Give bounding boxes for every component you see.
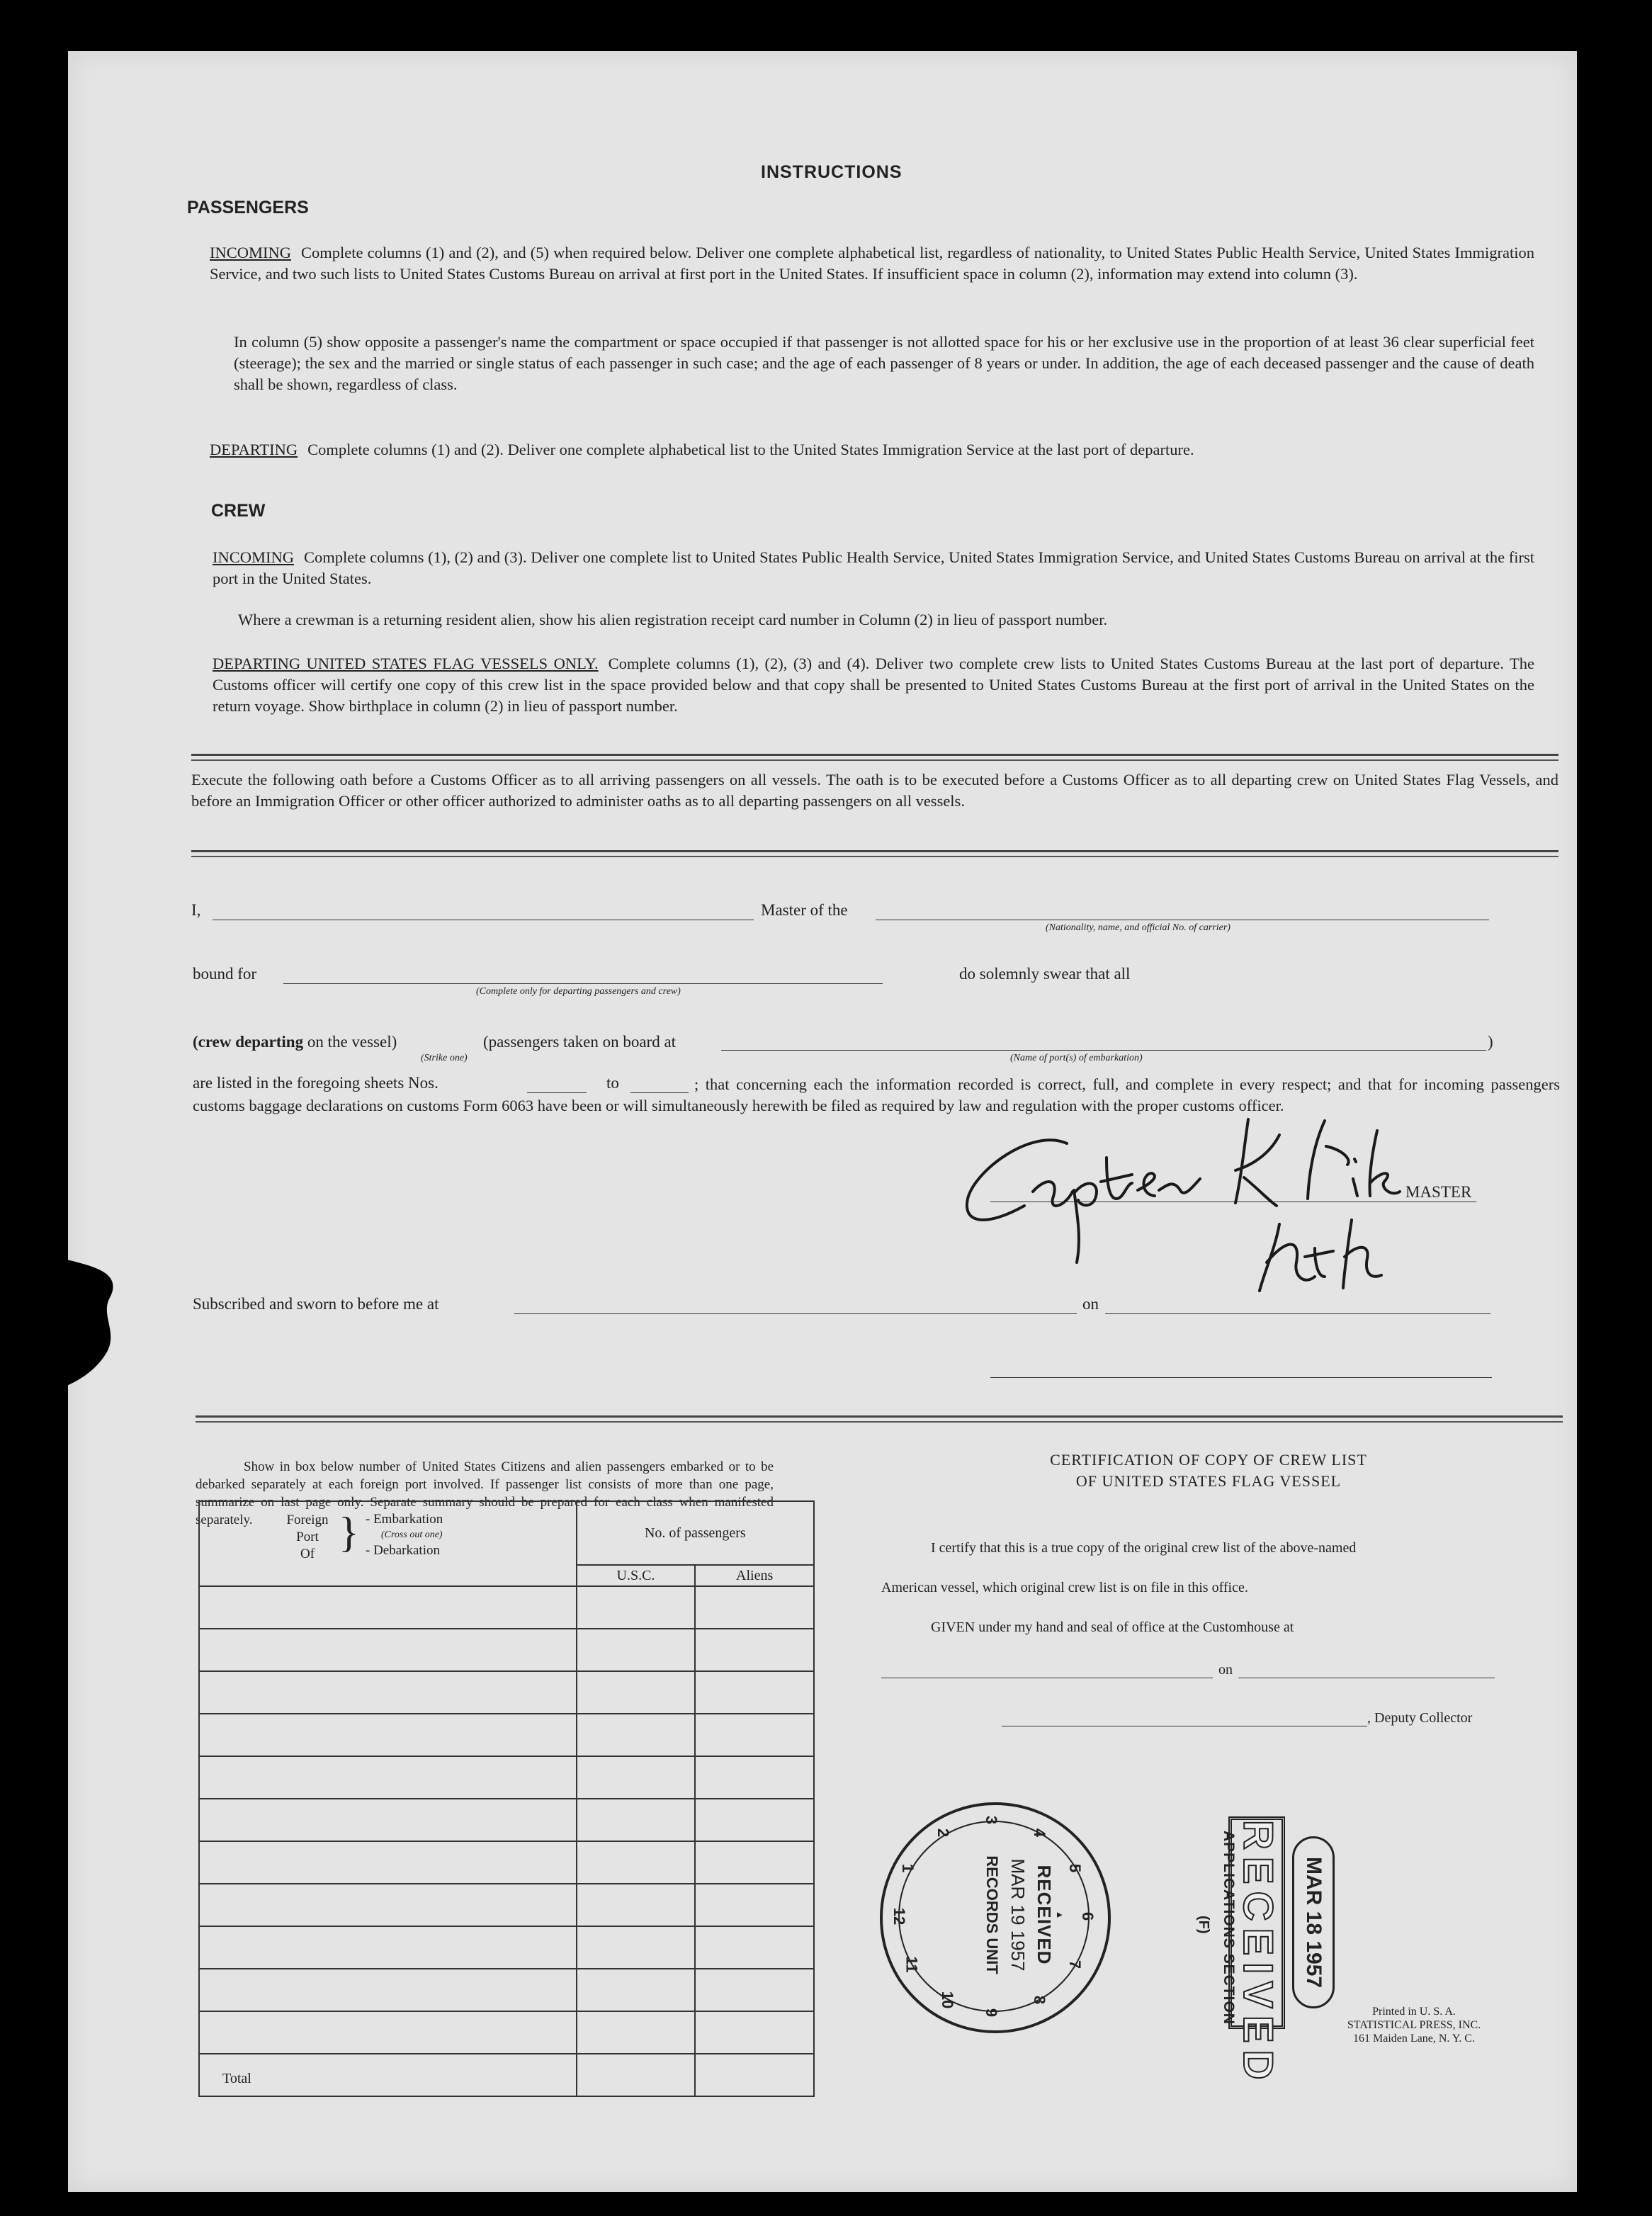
listed-sheets-label: are listed in the foregoing sheets Nos. <box>193 1074 439 1092</box>
stamp-number: 6 <box>1079 1911 1097 1921</box>
cert-on-label: on <box>1218 1662 1233 1678</box>
stamp-number: 8 <box>1031 1995 1049 2004</box>
certification-title-line2: OF UNITED STATES FLAG VESSEL <box>1075 1472 1342 1490</box>
divider-mid-1 <box>196 1415 1563 1418</box>
usc-cell[interactable] <box>577 1799 696 1841</box>
embarkation-label: - Embarkation <box>366 1512 443 1527</box>
passengers-incoming-text: Complete columns (1) and (2), and (5) when required below. Deliver one complete alphabetical list, regardless of nationality, to United States Public Health Service, United States Immigration Service, and two such lists to United States Customs Bureau on arrival at first port in the United States. If insufficient space in column (2), information may extend into column (3). <box>210 244 1534 283</box>
rect-section: APPLICATIONS SECTION <box>1221 1831 1237 2025</box>
table-row <box>199 1926 814 1969</box>
stamp-number: 1 <box>899 1863 917 1873</box>
carrier-hint: (Nationality, name, and official No. of carrier) <box>1046 922 1230 933</box>
embark-hint: (Name of port(s) of embarkation) <box>1010 1053 1143 1063</box>
applications-stamp <box>1124 1765 1364 2087</box>
port-cell[interactable] <box>199 1969 577 2011</box>
stamp-number: 5 <box>1065 1863 1084 1873</box>
brace: } <box>339 1509 359 1556</box>
oath-intro: Execute the following oath before a Customs Officer as to all arriving passengers on all vessels. The oath is to be executed before a Customs Officer as to all departing crew on United States Flag Vessels, and before an Immigration Officer or other officer authorized to administer oaths as to all departing passengers on all vessels. <box>191 771 1558 810</box>
crew-departing-paragraph <box>213 653 1534 717</box>
usc-cell[interactable] <box>577 1884 696 1926</box>
swear-label: do solemnly swear that all <box>959 965 1131 983</box>
close-paren: ) <box>1488 1033 1493 1051</box>
table-row <box>199 1586 814 1629</box>
rect-section-code: (F) <box>1196 1916 1211 1934</box>
port-cell[interactable] <box>199 1799 577 1841</box>
port-header-cell <box>199 1501 577 1586</box>
listed-to-label: to <box>606 1074 619 1092</box>
divider-oath-1 <box>191 850 1558 852</box>
page-damage <box>0 1247 120 1396</box>
divider-mid-2 <box>196 1421 1563 1423</box>
table-row <box>199 2011 814 2054</box>
passengers-column5-paragraph: In column (5) show opposite a passenger's name the compartment or space occupied if that passenger is not allotted space for his or her exclusive use in the proportion of at least 36 clear superficial feet (steerage); the sex and the married or single status of each passenger in such case; and the age of each passenger of 8 years or under. In addition, the age of each deceased passenger and the cause of death shall be shown, regardless of class. <box>234 333 1534 393</box>
rect-date: MAR 18 1957 <box>1292 1836 1335 2008</box>
instructions-title: INSTRUCTIONS <box>761 162 903 182</box>
deputy-label: , Deputy Collector <box>1367 1710 1473 1726</box>
passengers-incoming-head: INCOMING <box>210 244 291 261</box>
usc-header: U.S.C. <box>577 1565 696 1586</box>
stamp-center <box>921 1841 1070 1989</box>
passengers-departing-text: Complete columns (1) and (2). Deliver one complete alphabetical list to the United States Immigration Service at the last port of departure. <box>307 441 1194 458</box>
crew-incoming-head: INCOMING <box>213 548 294 566</box>
certification-title-line1: CERTIFICATION OF COPY OF CREW LIST <box>1050 1451 1367 1469</box>
on-vessel-text: on the vessel) <box>307 1033 397 1051</box>
table-row <box>199 1629 814 1671</box>
table-row <box>199 1841 814 1884</box>
port-cell[interactable] <box>199 1714 577 1756</box>
port-cell[interactable] <box>199 1926 577 1969</box>
stamp-number: 3 <box>983 1815 1001 1825</box>
table-row <box>199 1969 814 2011</box>
stamp-number: 7 <box>1065 1960 1084 1969</box>
round-date: MAR 19 1957 <box>1007 1858 1029 1972</box>
stamp-number: 9 <box>983 2008 1001 2018</box>
table-row <box>199 1756 814 1799</box>
total-row <box>199 2054 814 2096</box>
passengers-taken-label: (passengers taken on board at <box>483 1033 677 1051</box>
aliens-header: Aliens <box>695 1565 814 1586</box>
debarkation-label: - Debarkation <box>366 1543 440 1558</box>
aliens-cell[interactable] <box>695 1884 814 1926</box>
aliens-cell[interactable] <box>695 1926 814 1969</box>
crew-incoming-paragraph <box>213 547 1534 589</box>
usc-cell[interactable] <box>577 1756 696 1799</box>
form-page <box>68 51 1577 2192</box>
passengers-departing-paragraph <box>210 439 1534 460</box>
aliens-cell[interactable] <box>695 1714 814 1756</box>
port-cell[interactable] <box>199 1884 577 1926</box>
port-cell[interactable] <box>199 1586 577 1629</box>
passenger-summary-table <box>198 1500 815 2097</box>
passengers-heading: PASSENGERS <box>187 198 309 217</box>
bound-for-label: bound for <box>193 965 257 983</box>
crew-departing-head: DEPARTING UNITED STATES FLAG VESSELS ONLY. <box>213 655 599 672</box>
stamp-number: 12 <box>890 1907 909 1926</box>
table-row <box>199 1884 814 1926</box>
subscribed-on-label: on <box>1082 1295 1099 1313</box>
rect-received: RECEIVED <box>1228 1816 1285 2029</box>
printer-line1: Printed in U. S. A. <box>1372 2006 1456 2018</box>
master-signature <box>946 1099 1471 1326</box>
subscribed-place-field[interactable] <box>514 1313 1077 1314</box>
bound-for-field[interactable] <box>283 983 883 984</box>
given-line: GIVEN under my hand and seal of office at the Customhouse at <box>931 1619 1294 1635</box>
printer-block <box>1294 2005 1534 2045</box>
divider-top-2 <box>191 759 1558 761</box>
stamp-number: 4 <box>1031 1828 1049 1838</box>
total-label: Total <box>199 2054 577 2096</box>
no-passengers-header: No. of passengers <box>577 1501 814 1565</box>
subscribed-label: Subscribed and sworn to before me at <box>193 1295 439 1313</box>
crew-incoming-text: Complete columns (1), (2) and (3). Deliver one complete list to United States Public Health Service, United States Immigration Service, and United States Customs Bureau on arrival at the first port in the United States. <box>213 548 1534 587</box>
crew-departing-bold: (crew departing <box>193 1033 304 1051</box>
stamp-number: 2 <box>934 1828 953 1838</box>
oath-i-label: I, <box>191 901 201 919</box>
aliens-cell[interactable] <box>695 1629 814 1671</box>
crew-heading: CREW <box>211 501 266 521</box>
subscribed-date-field[interactable] <box>1105 1313 1490 1314</box>
usc-cell[interactable] <box>577 1714 696 1756</box>
usc-cell[interactable] <box>577 1671 696 1714</box>
aliens-cell[interactable] <box>695 1586 814 1629</box>
usc-cell[interactable] <box>577 1629 696 1671</box>
printer-line3: 161 Maiden Lane, N. Y. C. <box>1353 2033 1475 2045</box>
aliens-cell[interactable] <box>695 2011 814 2054</box>
printer-line2: STATISTICAL PRESS, INC. <box>1347 2019 1481 2031</box>
usc-cell[interactable] <box>577 1586 696 1629</box>
table-row <box>199 1799 814 1841</box>
usc-cell[interactable] <box>577 1926 696 1969</box>
round-received: RECEIVED <box>1034 1865 1055 1965</box>
aliens-cell[interactable] <box>695 1799 814 1841</box>
bound-for-hint: (Complete only for departing passengers and crew) <box>476 986 681 997</box>
passengers-incoming-paragraph <box>210 242 1534 285</box>
port-cell[interactable] <box>199 2011 577 2054</box>
summary-instructions: Show in box below number of United States Citizens and alien passengers embarked or to be debarked separately at each foreign port involved. If passenger list consists of more than one page, summarize on last page only. Separate summary should be prepared for each class when manifested separately. <box>196 1459 774 1527</box>
arrow-mark: ▲ <box>1055 1910 1065 1920</box>
stamp-number: 11 <box>903 1956 921 1973</box>
officer-signature-field[interactable] <box>990 1377 1492 1378</box>
divider-oath-2 <box>191 856 1558 857</box>
crew-resident-paragraph: Where a crewman is a returning resident alien, show his alien registration receipt card number in Column (2) in lieu of passport number. <box>238 611 1108 628</box>
master-label: MASTER <box>1405 1183 1472 1201</box>
aliens-cell[interactable] <box>695 1756 814 1799</box>
aliens-cell[interactable] <box>695 1969 814 2011</box>
aliens-cell[interactable] <box>695 1671 814 1714</box>
cross-out-hint: (Cross out one) <box>381 1530 443 1540</box>
embarkation-port-field[interactable] <box>721 1050 1486 1051</box>
port-cell[interactable] <box>199 1671 577 1714</box>
aliens-total-cell[interactable] <box>695 2054 814 2096</box>
certification-title <box>925 1449 1492 1492</box>
table-row <box>199 1714 814 1756</box>
foreign-label: Foreign <box>286 1513 329 1527</box>
certify-line-b: American vessel, which original crew list is on file in this office. <box>881 1580 1248 1595</box>
port-label: Port <box>296 1530 319 1544</box>
usc-cell[interactable] <box>577 2011 696 2054</box>
crew-departing-option <box>193 1033 397 1051</box>
usc-total-cell[interactable] <box>577 2054 696 2096</box>
listed-body: ; that concerning each the information recorded is correct, full, and complete in every respect; and that for incoming passengers customs baggage declarations on customs Form 6063 have been or will simultaneously herewith be filed as required by law and regulation with the proper customs officer. <box>193 1075 1560 1114</box>
usc-cell[interactable] <box>577 1969 696 2011</box>
crew-departing-text: Complete columns (1), (2), (3) and (4). Deliver two complete crew lists to United States Customs Bureau at the last port of departure. The Customs officer will certify one copy of this crew list in the space provided below and that copy shall be presented to United States Customs Bureau at the first port of arrival in the United States on the return voyage. Show birthplace in column (2) in lieu of passport number. <box>213 655 1534 715</box>
master-of-the-label: Master of the <box>761 901 848 919</box>
table-row <box>199 1671 814 1714</box>
round-unit: RECORDS UNIT <box>983 1855 1001 1974</box>
divider-top-1 <box>191 754 1558 756</box>
port-cell[interactable] <box>199 1756 577 1799</box>
certify-line-a: I certify that this is a true copy of the original crew list of the above-named <box>931 1540 1357 1556</box>
port-cell[interactable] <box>199 1841 577 1884</box>
records-unit-stamp <box>880 1802 1111 2033</box>
stamp-number: 10 <box>939 1991 957 2009</box>
usc-cell[interactable] <box>577 1841 696 1884</box>
strike-one-hint: (Strike one) <box>421 1053 468 1063</box>
port-cell[interactable] <box>199 1629 577 1671</box>
of-label: Of <box>300 1547 315 1561</box>
passengers-departing-head: DEPARTING <box>210 441 298 458</box>
aliens-cell[interactable] <box>695 1841 814 1884</box>
